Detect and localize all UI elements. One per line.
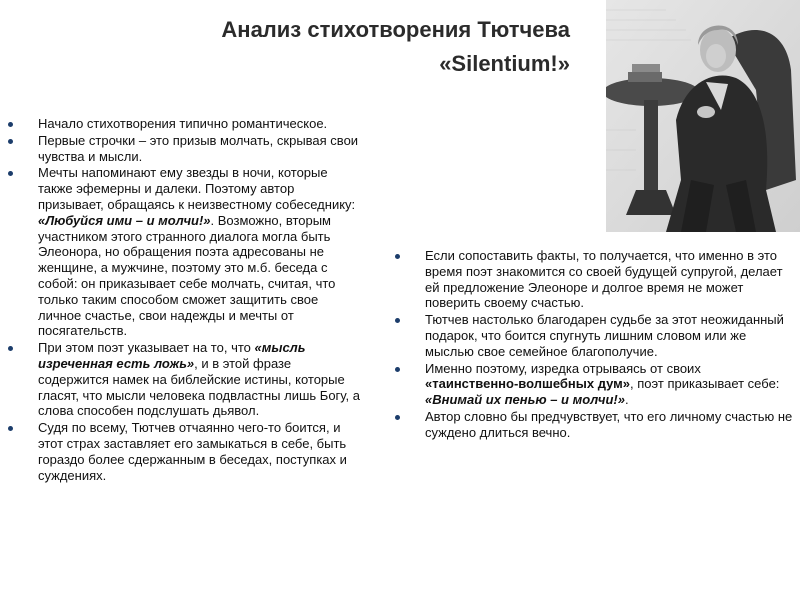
quote-text: «Внимай их пенью – и молчи!»	[425, 392, 625, 408]
list-item	[395, 312, 795, 359]
portrait-image	[606, 0, 800, 232]
list-item-text: Автор словно бы предчувствует, что его личному счастью не суждено длиться вечно.	[425, 408, 793, 440]
list-item-text: .	[624, 392, 629, 408]
list-item-text: , и в этой фразе содержится намек на библейские истины, которые гласят, что мысли человека подвластны лишь Богу, а слова способен подслушать дьявол.	[38, 355, 360, 419]
list-item-text: Судя по всему, Тютчев отчаянно чего-то боится, и этот страх заставляет его замыкаться в себе, быть гораздо более сдержанным в беседах, поступках и суждениях.	[38, 420, 347, 483]
list-item-text: Начало стихотворения типично романтическое.	[38, 116, 328, 131]
list-item	[395, 409, 795, 441]
list-item-text: Мечты напоминают ему звезды в ночи, которые также эфемерны и далеки. Поэтому автор призывает, обращаясь к неизвестному собеседнику:	[38, 165, 356, 212]
quote-text: «мысль изреченная есть ложь»	[38, 340, 306, 371]
right-bullet-list	[395, 248, 795, 442]
portrait-engraving	[606, 0, 800, 232]
list-item	[8, 116, 363, 132]
list-item-text: Именно поэтому, изредка отрываясь от своих	[425, 360, 701, 376]
list-item	[8, 133, 363, 165]
list-item-text: Первые строчки – это призыв молчать, скрывая свои чувства и мысли.	[38, 132, 359, 164]
title-line-2: «Silentium!»	[439, 51, 570, 76]
list-item-text: . Возможно, вторым участником этого странного диалога могла быть Элеонора, но обращения поэта адресованы не женщине, а мужчине, поэтому это м.б. беседа с собой: он приказывает себе молчать, считая, что только таким способом сможет защитить свое личное счастье, свои надежды и мечты от посягательств.	[38, 212, 336, 339]
quote-text: «таинственно-волшебных дум»	[425, 376, 631, 392]
list-item	[395, 248, 795, 311]
title-line-1: Анализ стихотворения Тютчева	[221, 17, 570, 42]
list-item	[8, 340, 363, 419]
list-item-text: Тютчев настолько благодарен судьбе за этот неожиданный подарок, что боится спугнуть лишним словом или же мыслью свое семейное благополучие.	[425, 312, 784, 359]
list-item	[8, 165, 363, 339]
page-title	[120, 13, 570, 81]
list-item	[395, 361, 795, 408]
list-item-text: При этом поэт указывает на то, что	[38, 340, 255, 356]
quote-text: «Любуйся ими – и молчи!»	[38, 212, 211, 228]
list-item	[8, 420, 363, 483]
left-bullet-list	[8, 116, 363, 484]
list-item-text: Если сопоставить факты, то получается, что именно в это время поэт знакомится со своей будущей супругой, делает ей предложение Элеоноре и долгое время не может поверить своему счастью.	[425, 248, 783, 311]
list-item-text: , поэт приказывает себе:	[630, 376, 780, 392]
